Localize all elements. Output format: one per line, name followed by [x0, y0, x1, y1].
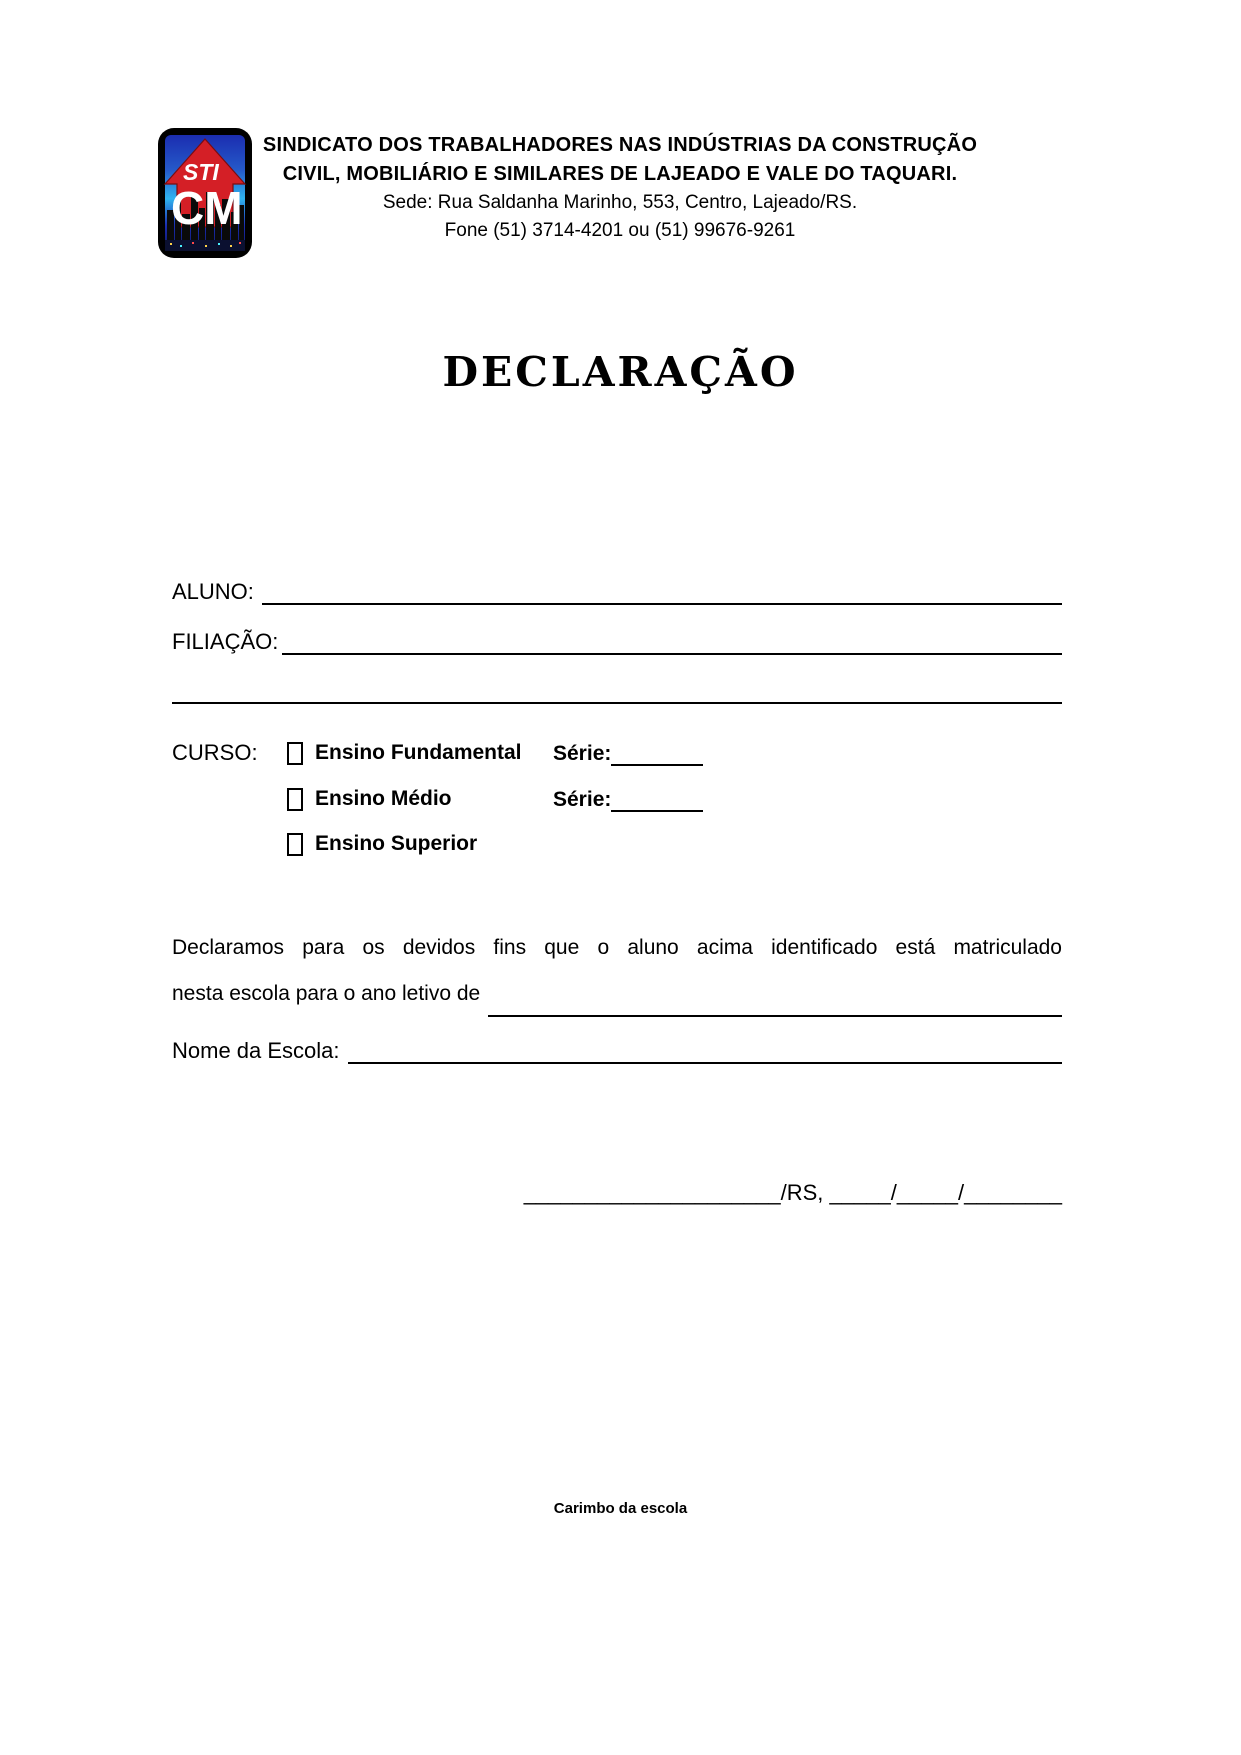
serie-fundamental — [553, 740, 703, 766]
org-name-line1: SINDICATO DOS TRABALHADORES NAS INDÚSTRIAS DA CONSTRUÇÃO — [262, 134, 978, 156]
declaration-line1: Declaramos para os devidos fins que o aluno acima identificado está matriculado — [172, 936, 1062, 959]
student-blank-line — [262, 577, 1062, 605]
school-label: Nome da Escola: — [172, 1038, 340, 1063]
svg-text:CM: CM — [171, 182, 243, 234]
declaration-line2-prefix: nesta escola para o ano letivo de — [172, 982, 481, 1005]
student-name-row — [172, 577, 1062, 605]
student-label: ALUNO: — [172, 579, 254, 604]
parents-blank-line-2 — [172, 674, 1062, 704]
document-title: DECLARAÇÃO — [442, 348, 799, 396]
checkbox-ensino-medio-icon — [287, 788, 303, 811]
declaration-line2 — [172, 971, 1062, 1017]
course-option-superior — [287, 832, 553, 856]
course-option-medio-label: Ensino Médio — [315, 787, 452, 810]
svg-text:STI: STI — [183, 159, 219, 185]
school-blank-line — [348, 1036, 1062, 1064]
serie-fundamental-label: Série: — [553, 742, 612, 765]
parents-row — [172, 627, 1062, 655]
course-row-fundamental — [172, 740, 1062, 766]
course-option-superior-label: Ensino Superior — [315, 832, 478, 855]
school-name-row — [172, 1036, 1062, 1064]
letterhead — [120, 131, 1120, 245]
serie-medio — [553, 786, 703, 812]
org-phone: Fone (51) 3714-4201 ou (51) 99676-9261 — [444, 220, 796, 241]
course-option-fundamental — [287, 741, 553, 765]
checkbox-ensino-superior-icon — [287, 833, 303, 856]
course-row-medio — [172, 786, 1062, 812]
checkbox-ensino-fundamental-icon — [287, 742, 303, 765]
serie-medio-label: Série: — [553, 788, 612, 811]
parents-blank-line — [282, 627, 1062, 655]
city-date-line: _____________________/RS, _____/_____/________ — [523, 1180, 1062, 1205]
course-option-fundamental-label: Ensino Fundamental — [315, 741, 522, 764]
org-address: Sede: Rua Saldanha Marinho, 553, Centro, Lajeado/RS. — [382, 192, 858, 213]
serie-medio-blank — [611, 786, 703, 812]
course-label: CURSO: — [172, 740, 258, 765]
course-row-superior — [172, 832, 1062, 856]
parents-label: FILIAÇÃO: — [172, 629, 279, 654]
course-option-medio — [287, 787, 553, 811]
serie-fundamental-blank — [611, 740, 703, 766]
org-name-line2: CIVIL, MOBILIÁRIO E SIMILARES DE LAJEADO E VALE DO TAQUARI. — [282, 163, 958, 185]
school-year-blank — [488, 983, 1062, 1017]
declaration-paragraph — [172, 925, 1062, 1017]
stamp-caption: Carimbo da escola — [553, 1500, 688, 1517]
